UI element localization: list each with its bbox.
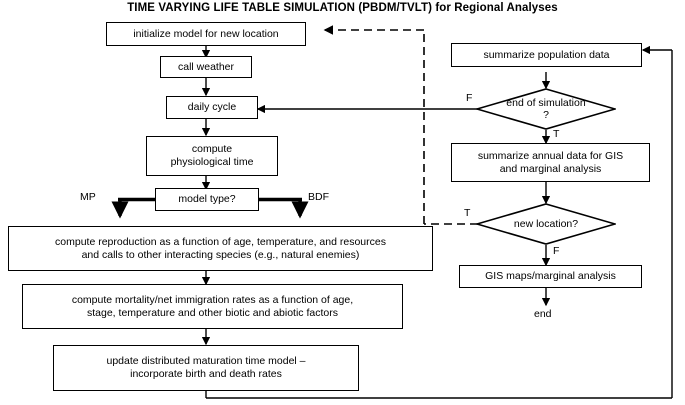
decision-new-location[interactable] — [476, 203, 616, 245]
node-update-maturation[interactable]: update distributed maturation time model – incorporate birth and death rates — [53, 345, 359, 391]
edge-label-new-location-false: F — [553, 245, 560, 257]
page-title: TIME VARYING LIFE TABLE SIMULATION (PBDM/TVLT) for Regional Analyses — [127, 2, 558, 14]
edge-label-end-of-sim-false: F — [466, 92, 473, 104]
node-gis-maps[interactable]: GIS maps/marginal analysis — [459, 265, 642, 288]
edge-label-end-of-sim-true: T — [553, 128, 560, 140]
node-model-type[interactable]: model type? — [155, 188, 259, 211]
edge-label-new-location-true: T — [464, 207, 471, 219]
decision-end-of-simulation-label: end of simulation — [506, 97, 586, 109]
node-summarize-population[interactable]: summarize population data — [451, 43, 642, 67]
node-summarize-annual-data[interactable]: summarize annual data for GIS and marginal analysis — [451, 143, 650, 182]
node-daily-cycle[interactable]: daily cycle — [166, 96, 258, 119]
node-call-weather[interactable]: call weather — [160, 56, 252, 78]
edge-label-bdf: BDF — [308, 191, 329, 203]
node-compute-reproduction[interactable]: compute reproduction as a function of age, temperature, and resources and calls to other interacting species (e.g., natural enemies) — [8, 226, 433, 271]
node-end: end — [534, 308, 552, 320]
node-compute-mortality[interactable]: compute mortality/net immigration rates as a function of age, stage, temperature and other biotic and abiotic factors — [22, 284, 403, 329]
node-compute-physiological-time[interactable]: compute physiological time — [146, 136, 278, 176]
node-initialize-model[interactable]: initialize model for new location — [106, 22, 306, 46]
decision-end-of-simulation[interactable] — [476, 88, 616, 130]
edge-label-mp: MP — [80, 191, 96, 203]
decision-new-location-label: new location? — [513, 218, 579, 230]
decision-end-of-simulation-label2: ? — [543, 109, 549, 121]
